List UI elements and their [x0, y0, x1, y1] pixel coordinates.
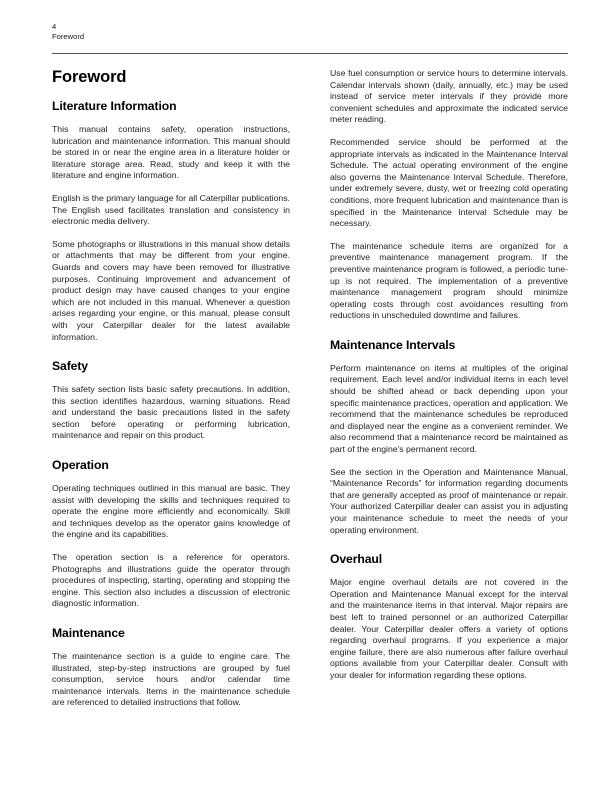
paragraph: Perform maintenance on items at multiples of the original requirement. Each level and/or individual items in each level should be shifted ahead or back depending upon your specific maintenance practices, operation and application. We recommend that the maintenance schedules be reproduced and displayed near the engine as a convenient reminder. We also recommend that a maintenance record be maintained as part of the engine's permanent record. [330, 362, 568, 455]
paragraph: This manual contains safety, operation instructions, lubrication and maintenance information. This manual should be stored in or near the engine area in a literature holder or literature storage area. Read, study and keep it with the literature and engine information. [52, 124, 290, 181]
right-column [330, 68, 568, 682]
section-heading-safety: Safety [52, 359, 88, 374]
running-head-section-name: Foreword [52, 32, 85, 41]
paragraph: Operating techniques outlined in this manual are basic. They assist with developing the skills and techniques required to operate the engine more efficiently and economically. Skill and techniques develop as the operator gains knowledge of the engine and its capabilities. [52, 483, 290, 540]
section-heading-overhaul: Overhaul [330, 552, 383, 567]
paragraph: The operation section is a reference for operators. Photographs and illustrations guide the operator through procedures of inspecting, starting, operating and stopping the engine. This section also includes a discussion of electronic diagnostic information. [52, 552, 290, 609]
section-heading-operation: Operation [52, 458, 109, 473]
paragraph: The maintenance schedule items are organized for a preventive maintenance management program. If the preventive maintenance program is followed, a periodic tune-up is not required. The implementation of a preventive maintenance management program should minimize operating costs through cost avoidances resulting from reductions in unscheduled downtime and failures. [330, 240, 568, 321]
paragraph: English is the primary language for all Caterpillar publications. The English used facilitates translation and consistency in electronic media delivery. [52, 192, 290, 227]
page-number: 4 [52, 22, 57, 31]
paragraph: Use fuel consumption or service hours to determine intervals. Calendar intervals shown (daily, annually, etc.) may be used instead of service meter intervals if they provide more convenient schedules and approximate the indicated service meter reading. [330, 68, 568, 125]
paragraph: This safety section lists basic safety precautions. In addition, this section identifies hazardous, warning situations. Read and understand the basic precautions listed in the safety section before operating or performing lubrication, maintenance and repair on this product. [52, 384, 290, 441]
page-title: Foreword [52, 68, 127, 86]
two-column-body [52, 68, 568, 768]
left-column [52, 68, 290, 709]
paragraph: Recommended service should be performed at the appropriate intervals as indicated in the Maintenance Interval Schedule. The actual operating environment of the engine also governs the Maintenance Interval Schedule. Therefore, under extremely severe, dusty, wet or freezing cold operating conditions, more frequent lubrication and maintenance than is specified in the Maintenance Interval Schedule may be necessary. [330, 136, 568, 229]
paragraph: Some photographs or illustrations in this manual show details or attachments that may be different from your engine. Guards and covers may have been removed for illustrative purposes. Continuing improvement and advancement of product design may have caused changes to your engine which are not included in this manual. Whenever a question arises regarding your engine, or this manual, please consult with your Caterpillar dealer for the latest available information. [52, 238, 290, 342]
section-heading-maintenance-intervals: Maintenance Intervals [330, 337, 456, 352]
paragraph: Major engine overhaul details are not covered in the Operation and Maintenance Manual except for the interval and the maintenance items in that interval. Major repairs are best left to trained personnel or an authorized Caterpillar dealer. Your Caterpillar dealer offers a variety of options regarding overhaul programs. If you experience a major engine failure, there are also numerous after failure overhaul options available from your Caterpillar dealer. Consult with your dealer for information regarding these options. [330, 577, 568, 680]
paragraph: The maintenance section is a guide to engine care. The illustrated, step-by-step instructions are grouped by fuel consumption, service hours and/or calendar time maintenance intervals. Items in the maintenance schedule are referenced to detailed instructions that follow. [52, 651, 290, 708]
section-heading-maintenance: Maintenance [52, 626, 125, 640]
header-divider [52, 53, 568, 54]
paragraph: See the section in the Operation and Maintenance Manual, “Maintenance Records” for information regarding documents that are generally accepted as proof of maintenance or repair. Your authorized Caterpillar dealer can assist you in adjusting your maintenance schedule to meet the needs of your operating environment. [330, 466, 568, 535]
section-heading-literature-information: Literature Information [52, 99, 177, 113]
running-head [52, 22, 352, 42]
